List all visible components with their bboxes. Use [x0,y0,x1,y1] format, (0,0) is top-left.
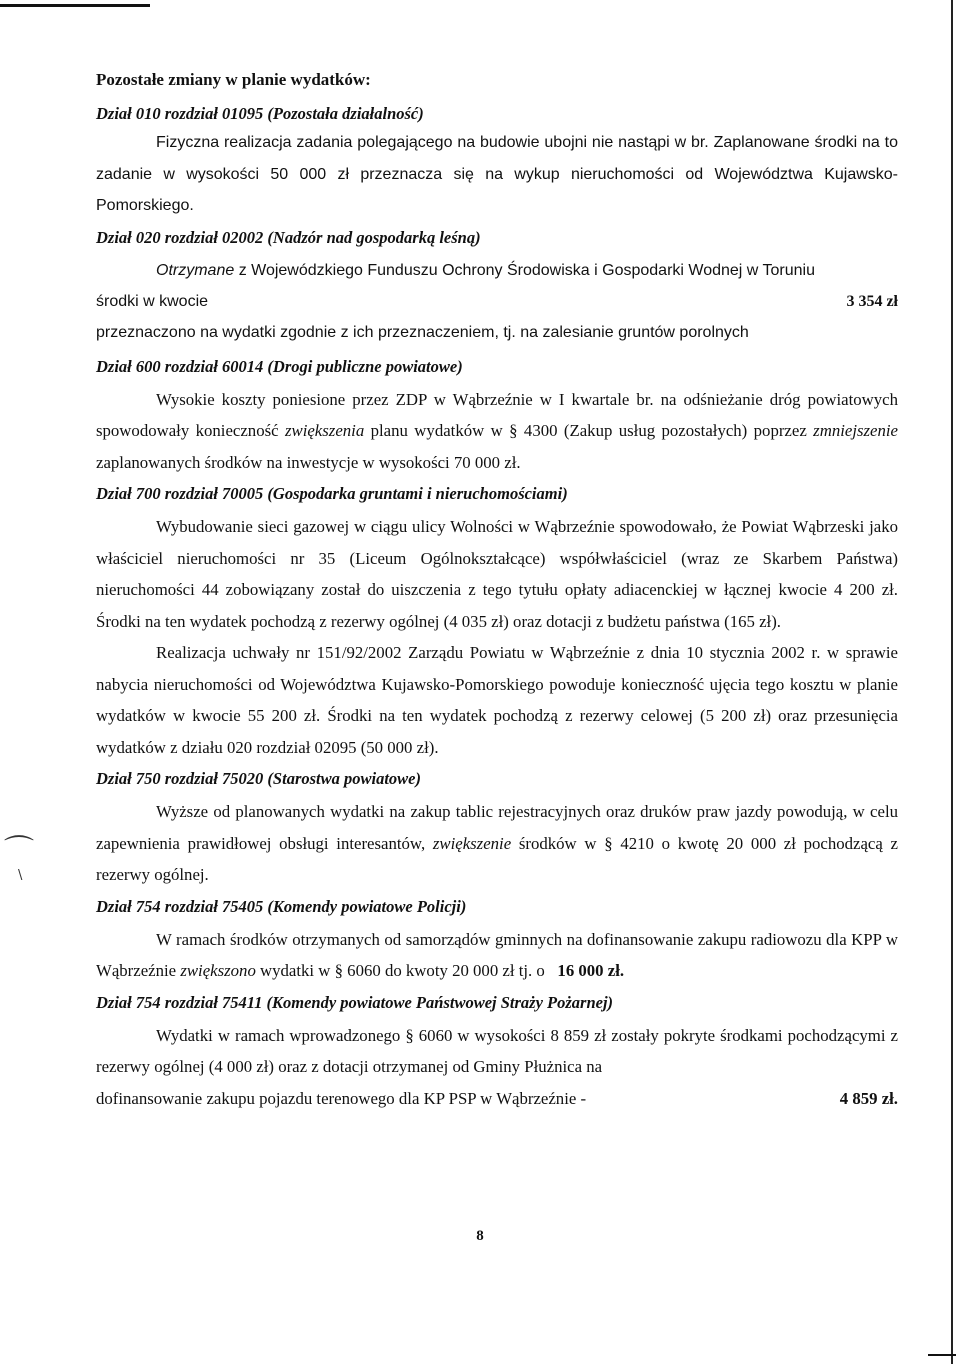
section-text: Wydatki w ramach wprowadzonego § 6060 w wysokości 8 859 zł zostały pokryte środkami pochodzącymi z rezerwy ogólnej (4 000 zł) oraz z dotacji otrzymanej od Gminy Płużnica na [96,1025,898,1076]
section-title: Dział 754 rozdział 75411 (Komendy powiatowe Państwowej Straży Pożarnej) [96,992,614,1012]
final-line [96,1083,898,1115]
margin-arc-mark-lower: \ [18,868,23,883]
margin-arc-mark: ⌒ [4,834,34,869]
emphasis: Otrzymane [156,261,235,279]
section-010 [96,100,898,222]
section-text: W ramach środków otrzymanych od samorządów gminnych na dofinansowanie zakupu radiowozu dla KPP w Wąbrzeźnie zwiększono wydatki w § 6060 do kwoty 20 000 zł tj. o 16 000 zł. [96,929,898,980]
document-body [96,66,898,1114]
document-heading: Pozostałe zmiany w planie wydatków: [96,70,371,89]
amount-value: 3 354 zł [846,293,898,310]
section-title: Dział 750 rozdział 75020 (Starostwa powiatowe) [96,769,421,788]
scan-edge-line [951,0,953,1364]
section-title: Dział 010 rozdział 01095 (Pozostała działalność) [96,104,424,123]
top-edge-mark [0,4,150,7]
section-text: Wyższe od planowanych wydatki na zakup tablic rejestracyjnych oraz druków praw jazdy powodują, w celu zapewnienia prawidłowej obsługi interesantów, zwiększenie środków w § 4210 o kwotę 20 000 zł pochodzącą z rezerwy ogólnej. [96,802,898,884]
section-754-psp [96,989,898,1115]
section-text: Otrzymane z Wojewódzkiego Funduszu Ochrony Środowiska i Gospodarki Wodnej w Toruniu [156,261,815,279]
section-754-policja [96,893,898,987]
final-line-text: dofinansowanie zakupu pojazdu terenowego dla KP PSP w Wąbrzeźnie - [96,1088,587,1108]
section-title: Dział 700 rozdział 70005 (Gospodarka gruntami i nieruchomościami) [96,484,568,503]
section-title: Dział 600 rozdział 60014 (Drogi publiczne powiatowe) [96,356,463,376]
bottom-edge-mark [928,1354,956,1356]
section-title: Dział 754 rozdział 75405 (Komendy powiatowe Policji) [96,896,467,916]
section-title: Dział 020 rozdział 02002 (Nadzór nad gospodarką leśną) [96,227,481,247]
section-600 [96,353,898,479]
emphasis: zwiększenie [432,833,512,853]
section-text-continued: przeznaczono na wydatki zgodnie z ich przeznaczeniem, tj. na zalesianie gruntów porolnych [96,324,749,341]
page-number: 8 [476,1228,484,1244]
emphasis: zwiększenia [284,421,365,440]
amount-value: 16 000 zł. [557,961,625,980]
section-paragraph: Wybudowanie sieci gazowej w ciągu ulicy Wolności w Wąbrzeźnie spowodowało, że Powiat Wąbrzeski jako właściciel nieruchomości nr 35 (Liceum Ogólnokształcące) współwłaściciel (wraz ze Skarbem Państwa) nieruchomości 44 zobowiązany został do uiszczenia z tego tytułu opłaty adiacenckiej w łącznej kwocie 4 200 zł. Środki na ten wydatek pochodzą z rezerwy ogólnej (4 035 zł) oraz dotacji z budżetu państwa (165 zł). [96,517,898,631]
amount-row [96,286,898,317]
section-020 [96,224,898,349]
amount-value: 4 859 zł. [839,1088,898,1108]
section-text: Wysokie koszty poniesione przez ZDP w Wąbrzeźnie w I kwartale br. na odśnieżanie dróg powiatowych spowodowały konieczność zwiększenia planu wydatków w § 4300 (Zakup usług pozostałych) poprzez zmniejszenie zaplanowanych środków na inwestycje w wysokości 70 000 zł. [96,389,898,472]
emphasis: zwiększono [180,961,256,980]
section-700 [96,480,898,763]
section-text: Fizyczna realizacja zadania polegającego na budowie ubojni nie nastąpi w br. Zaplanowane środki na to zadanie w wysokości 50 000 zł przeznacza się na wykup nieruchomości od Województwa Kujawsko-Pomorskiego. [96,134,898,214]
emphasis: zmniejszenie [813,421,898,440]
amount-label: środki w kwocie [96,293,209,310]
section-paragraph: Realizacja uchwały nr 151/92/2002 Zarządu Powiatu w Wąbrzeźnie z dnia 10 stycznia 2002 r. w sprawie nabycia nieruchomości od Województwa Kujawsko-Pomorskiego powoduje konieczność ujęcia tego kosztu w planie wydatków w kwocie 55 200 zł. Środki na ten wydatek pochodzą z rezerwy celowej (5 200 zł) oraz przesunięcia wydatków z działu 020 rozdział 02095 (50 000 zł). [96,643,898,757]
section-750 [96,765,898,891]
